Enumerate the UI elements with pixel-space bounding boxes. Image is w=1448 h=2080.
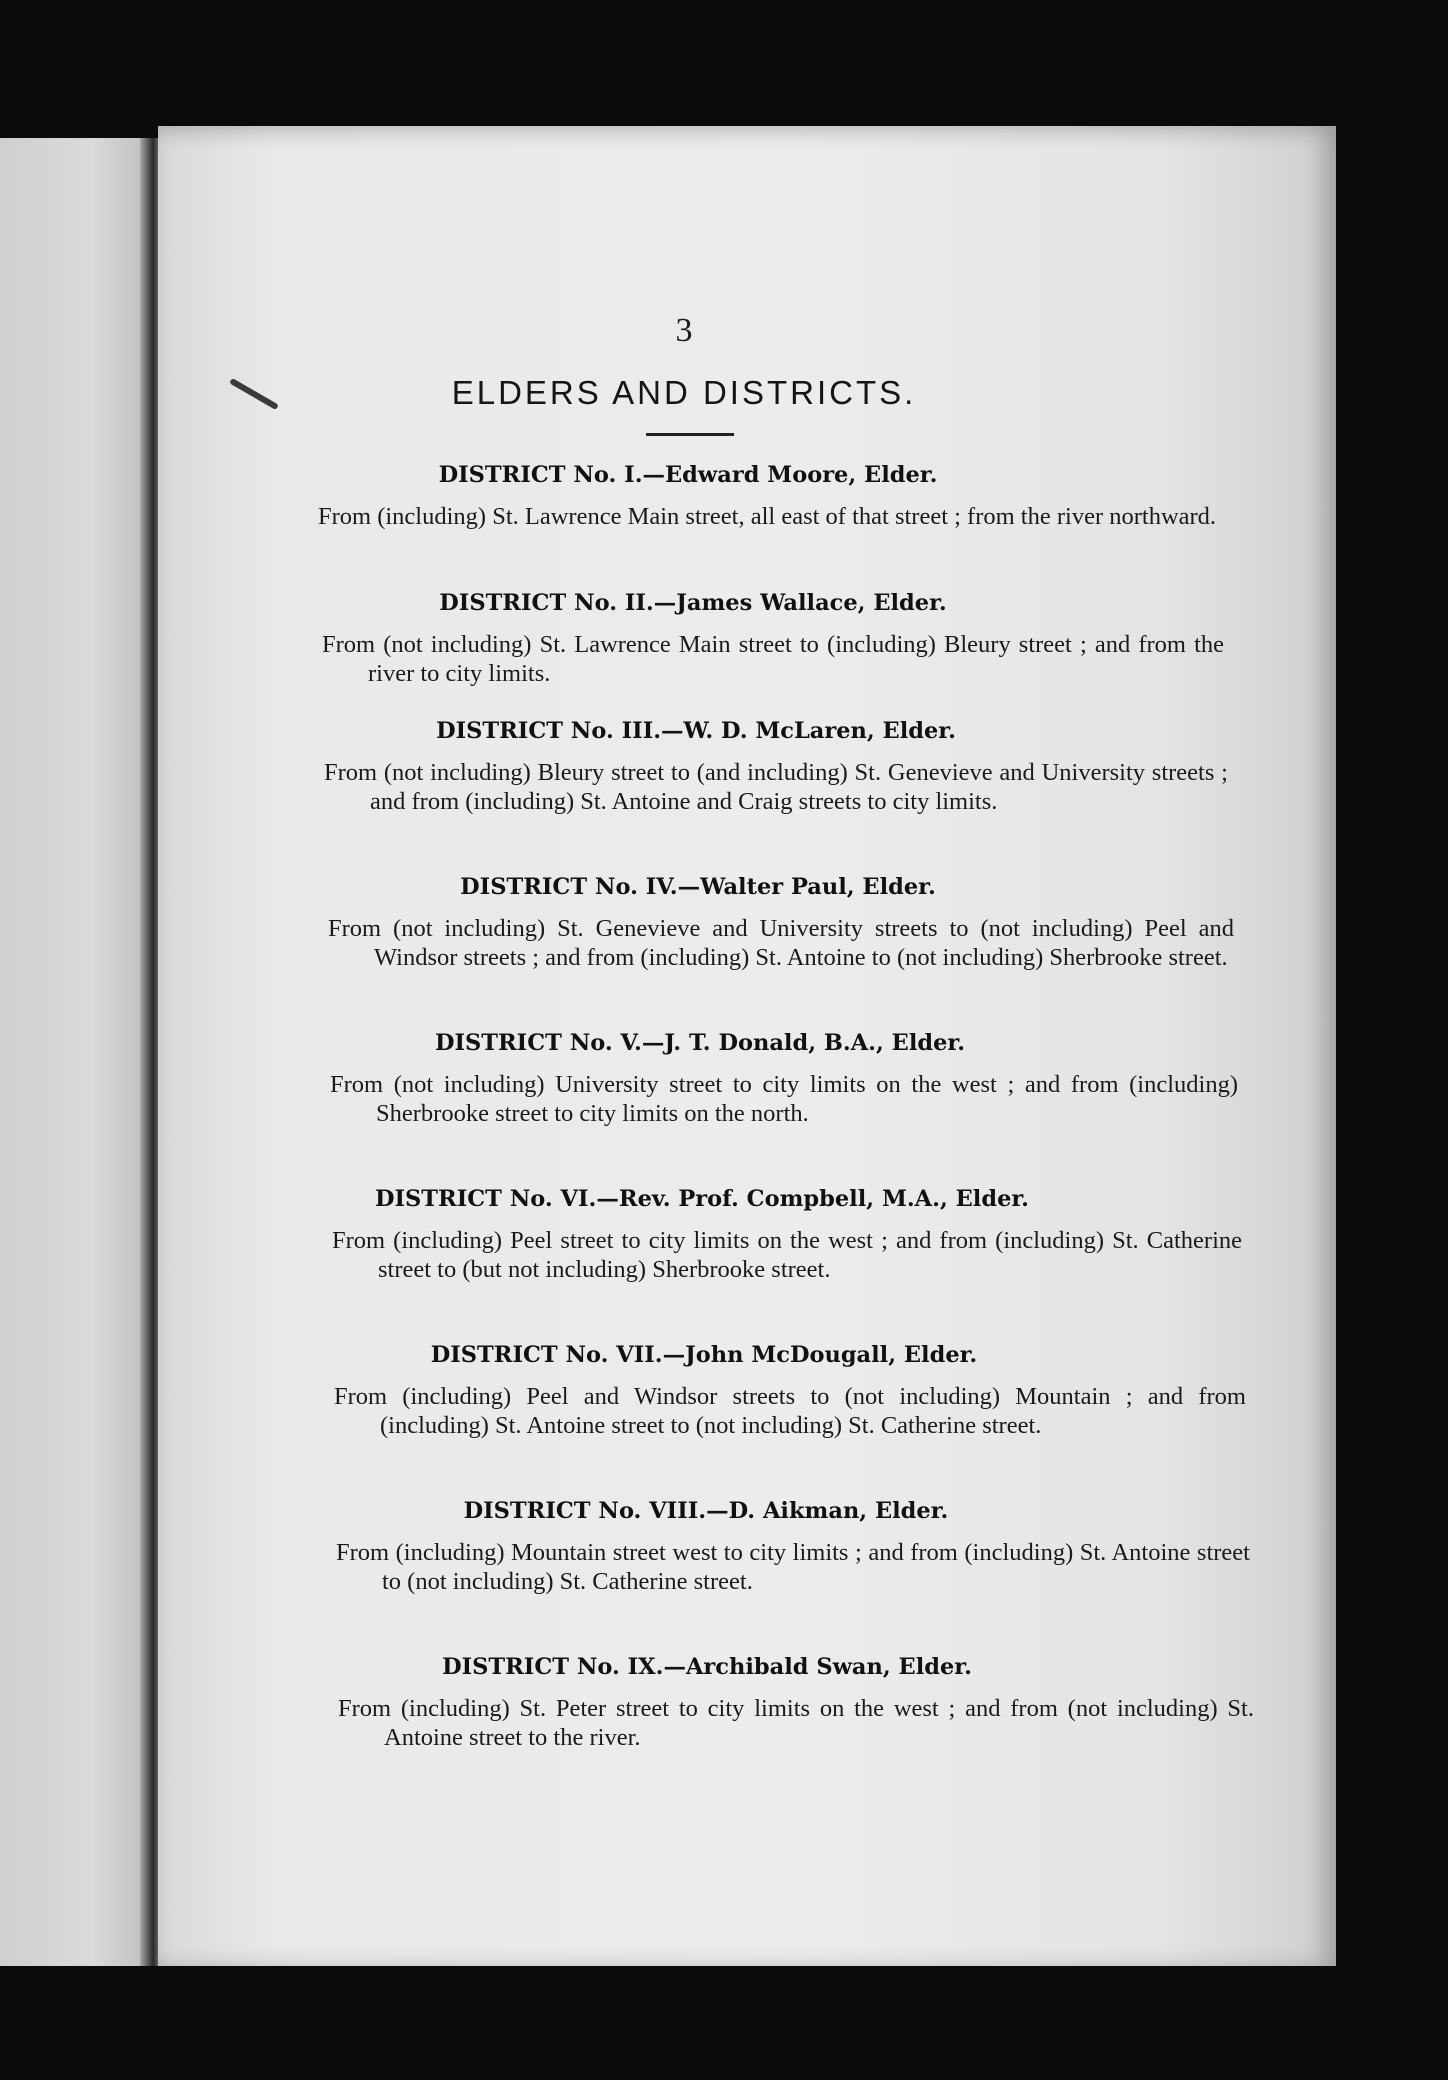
district-heading: DISTRICT No. IV.—Walter Paul, Elder. [460,874,936,900]
page-title: ELDERS AND DISTRICTS. [451,374,917,411]
district-description: From (not including) University street to city limits on the west ; and from (including) Sherbrooke street to city limits on the north. [330,1071,1238,1127]
district-description: From (not including) St. Lawrence Main street to (including) Bleury street ; and from the river to city limits. [322,631,1224,687]
district-heading: DISTRICT No. II.—James Wallace, Elder. [439,590,947,616]
document-page [158,126,1336,1966]
title-divider [646,433,734,436]
district-description: From (not including) St. Genevieve and University streets to (not including) Peel and Windsor streets ; and from (including) St. Antoine to (not including) Sherbrooke street. [328,915,1234,971]
district-description: From (including) Peel street to city limits on the west ; and from (including) St. Catherine street to (but not including) Sherbrooke street. [332,1227,1242,1283]
district-heading: DISTRICT No. IX.—Archibald Swan, Elder. [442,1654,972,1680]
district-description: From (including) Mountain street west to city limits ; and from (including) St. Antoine street to (not including) St. Catherine street. [336,1539,1250,1595]
district-description: From (including) Peel and Windsor streets to (not including) Mountain ; and from (including) St. Antoine street to (not including) St. Catherine street. [334,1383,1246,1439]
district-heading: DISTRICT No. III.—W. D. McLaren, Elder. [436,718,956,744]
district-heading: DISTRICT No. VII.—John McDougall, Elder. [430,1342,978,1368]
district-description: From (not including) Bleury street to (and including) St. Genevieve and University streets ; and from (including) St. Antoine and Craig streets to city limits. [324,759,1228,815]
district-heading: DISTRICT No. VI.—Rev. Prof. Compbell, M.A., Elder. [374,1186,1030,1212]
page-number: 3 [675,312,693,349]
district-description: From (including) St. Lawrence Main street, all east of that street ; from the river northward. [318,503,1217,530]
district-heading: DISTRICT No. VIII.—D. Aikman, Elder. [463,1498,949,1524]
facing-page-edge [0,138,152,1966]
district-description: From (including) St. Peter street to city limits on the west ; and from (not including) St. Antoine street to the river. [338,1695,1254,1751]
district-heading: DISTRICT No. V.—J. T. Donald, B.A., Elder. [434,1030,966,1056]
district-heading: DISTRICT No. I.—Edward Moore, Elder. [438,462,938,488]
